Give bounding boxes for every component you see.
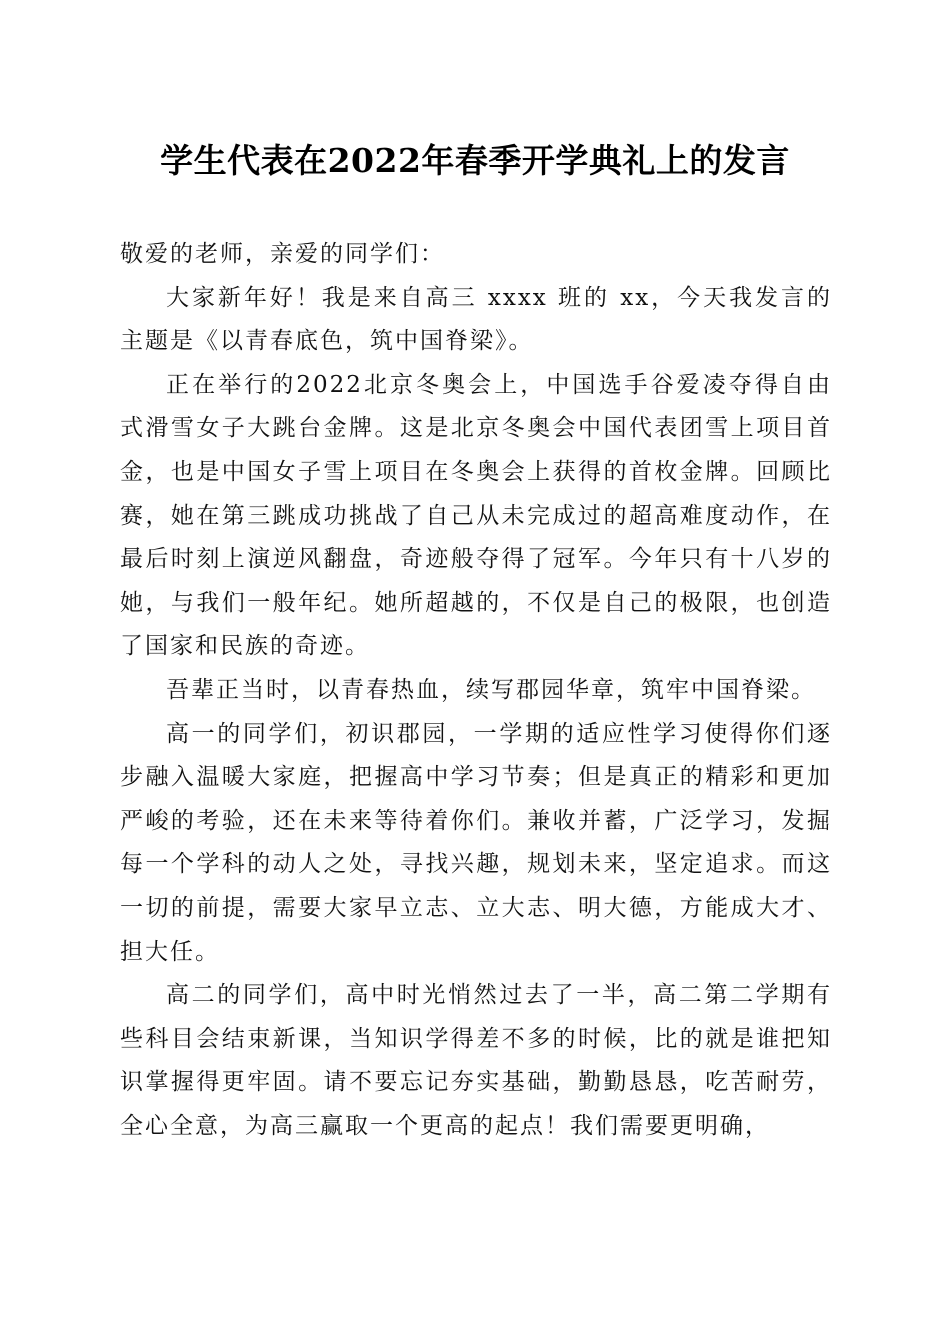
paragraph-motto: 吾辈正当时，以青春热血，续写郡园华章，筑牢中国脊梁。 bbox=[166, 676, 816, 703]
document-body bbox=[120, 233, 832, 1148]
paragraph-olympics: 正在举行的2022北京冬奥会上，中国选手谷爱凌夺得自由式滑雪女子大跳台金牌。这是北京冬奥会中国代表团雪上项目首金，也是中国女子雪上项目在冬奥会上获得的首枚金牌。回顾比赛，她在第三跳成功挑战了自己从未完成过的超高难度动作，在最后时刻上演逆风翻盘，奇迹般夺得了冠军。今年只有十八岁的她，与我们一般年纪。她所超越的，不仅是自己的极限，也创造了国家和民族的奇迹。 bbox=[120, 371, 832, 660]
salutation: 敬爱的老师，亲爱的同学们： bbox=[120, 241, 445, 267]
paragraph-intro: 大家新年好！我是来自高三 xxxx 班的 xx，今天我发言的主题是《以青春底色，筑中国脊梁》。 bbox=[120, 284, 832, 355]
paragraph-grade-two: 高二的同学们，高中时光悄然过去了一半，高二第二学期有些科目会结束新课，当知识学得差不多的时候，比的就是谁把知识掌握得更牢固。请不要忘记夯实基础，勤勤恳恳，吃苦耐劳，全心全意，为高三赢取一个更高的起点！我们需要更明确， bbox=[120, 982, 832, 1139]
paragraph-grade-one: 高一的同学们，初识郡园，一学期的适应性学习使得你们逐步融入温暖大家庭，把握高中学习节奏；但是真正的精彩和更加严峻的考验，还在未来等待着你们。兼收并蓄，广泛学习，发掘每一个学科的动人之处，寻找兴趣，规划未来，坚定追求。而这一切的前提，需要大家早立志、立大志、明大德，方能成大才、担大任。 bbox=[120, 720, 832, 965]
document-title: 学生代表在2022年春季开学典礼上的发言 bbox=[160, 141, 790, 180]
